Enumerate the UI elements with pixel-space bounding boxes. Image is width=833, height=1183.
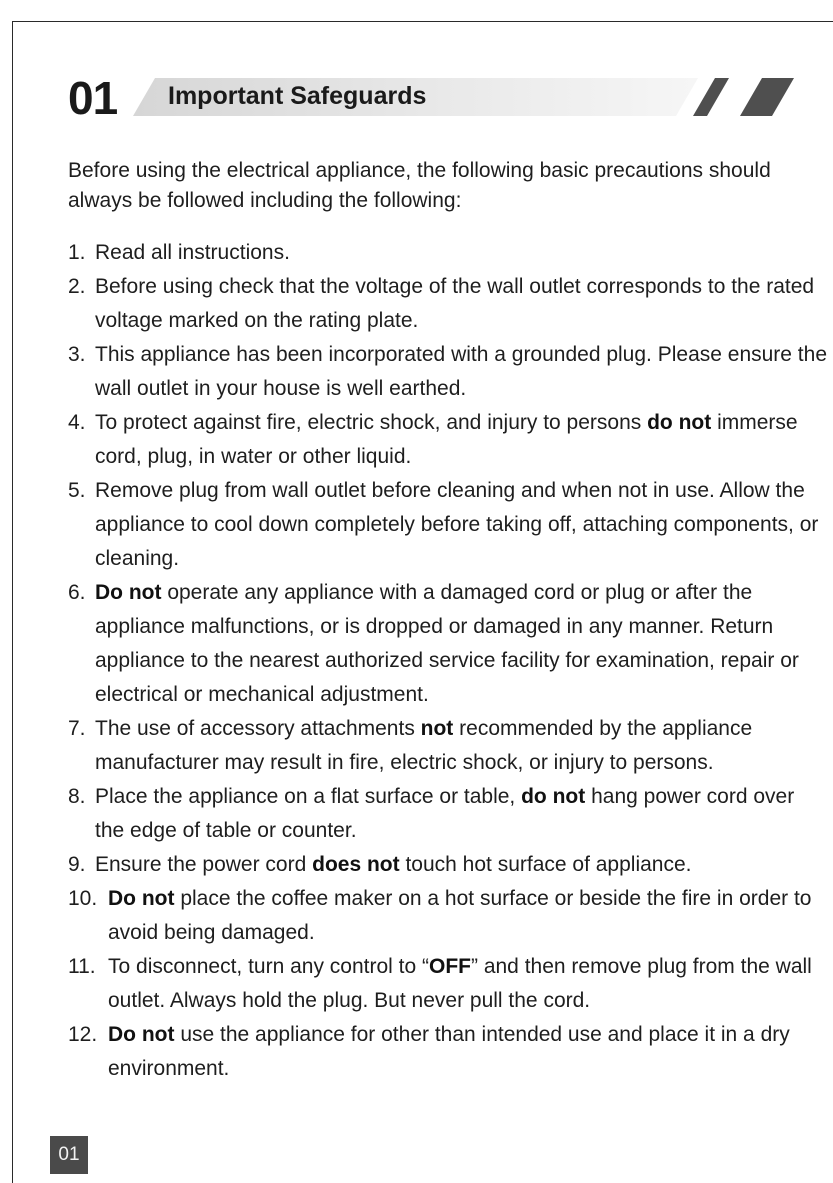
- item-text: ” and then remove plug from the wall outlet. Always hold the plug. But never pull the cord.: [108, 955, 812, 1012]
- item-number: 9.: [68, 853, 86, 876]
- item-text: use the appliance for other than intended use and place it in a dry environment.: [108, 1023, 790, 1080]
- item-text: Before using check that the voltage of the wall outlet corresponds to the rated voltage marked on the rating plate.: [95, 275, 815, 332]
- list-item: [68, 576, 828, 712]
- item-text: immerse cord, plug, in water or other liquid.: [95, 411, 798, 468]
- item-number: 4.: [68, 411, 86, 434]
- list-item: [68, 712, 828, 780]
- item-number: 2.: [68, 275, 86, 298]
- list-item: [68, 474, 828, 576]
- item-number: 10.: [68, 887, 98, 910]
- list-item: [68, 848, 828, 882]
- emphasis-text: OFF: [429, 955, 471, 978]
- emphasis-text: does not: [312, 853, 400, 876]
- item-number: 5.: [68, 479, 86, 502]
- safeguards-list: [68, 236, 828, 1086]
- list-item: [68, 406, 828, 474]
- list-item: [68, 1018, 828, 1086]
- intro-paragraph: Before using the electrical appliance, the following basic precautions should always be followed including the following:: [68, 159, 771, 212]
- item-text: To protect against fire, electric shock, and injury to persons: [95, 411, 648, 434]
- item-text: To disconnect, turn any control to “: [108, 955, 429, 978]
- item-text: recommended by the appliance manufacturer may result in fire, electric shock, or injury to persons.: [95, 717, 753, 774]
- item-text: This appliance has been incorporated with a grounded plug. Please ensure the wall outlet in your house is well earthed.: [95, 343, 827, 400]
- page-number-badge: 01: [50, 1136, 88, 1174]
- emphasis-text: not: [420, 717, 454, 740]
- list-item: [68, 950, 828, 1018]
- emphasis-text: Do not: [108, 887, 175, 910]
- section-number: 01: [68, 72, 118, 124]
- item-text: place the coffee maker on a hot surface or beside the fire in order to avoid being damaged.: [108, 887, 812, 944]
- item-text: Remove plug from wall outlet before cleaning and when not in use. Allow the appliance to cool down completely before taking off, attaching components, or cleaning.: [95, 479, 819, 570]
- item-text: operate any appliance with a damaged cord or plug or after the appliance malfunctions, or is dropped or damaged in any manner. Return appliance to the nearest authorized service facility for examination, repair or electrical or mechanical adjustment.: [95, 581, 799, 706]
- list-item: [68, 338, 828, 406]
- item-text: hang power cord over the edge of table or counter.: [95, 785, 795, 842]
- list-item: [68, 780, 828, 848]
- item-text: touch hot surface of appliance.: [399, 853, 692, 876]
- item-number: 7.: [68, 717, 86, 740]
- emphasis-text: Do not: [108, 1023, 175, 1046]
- list-item: [68, 236, 828, 270]
- page-title: Important Safeguards: [168, 82, 427, 110]
- item-text: Place the appliance on a flat surface or table,: [95, 785, 522, 808]
- emphasis-text: do not: [521, 785, 586, 808]
- item-number: 11.: [68, 955, 96, 978]
- item-number: 12.: [68, 1023, 98, 1046]
- item-text: Ensure the power cord: [95, 853, 313, 876]
- item-number: 8.: [68, 785, 86, 808]
- item-text: The use of accessory attachments: [95, 717, 421, 740]
- item-text: Read all instructions.: [95, 241, 290, 264]
- emphasis-text: Do not: [95, 581, 162, 604]
- list-item: [68, 270, 828, 338]
- item-number: 1.: [68, 241, 86, 264]
- list-item: [68, 882, 828, 950]
- item-number: 6.: [68, 581, 86, 604]
- item-number: 3.: [68, 343, 86, 366]
- emphasis-text: do not: [647, 411, 712, 434]
